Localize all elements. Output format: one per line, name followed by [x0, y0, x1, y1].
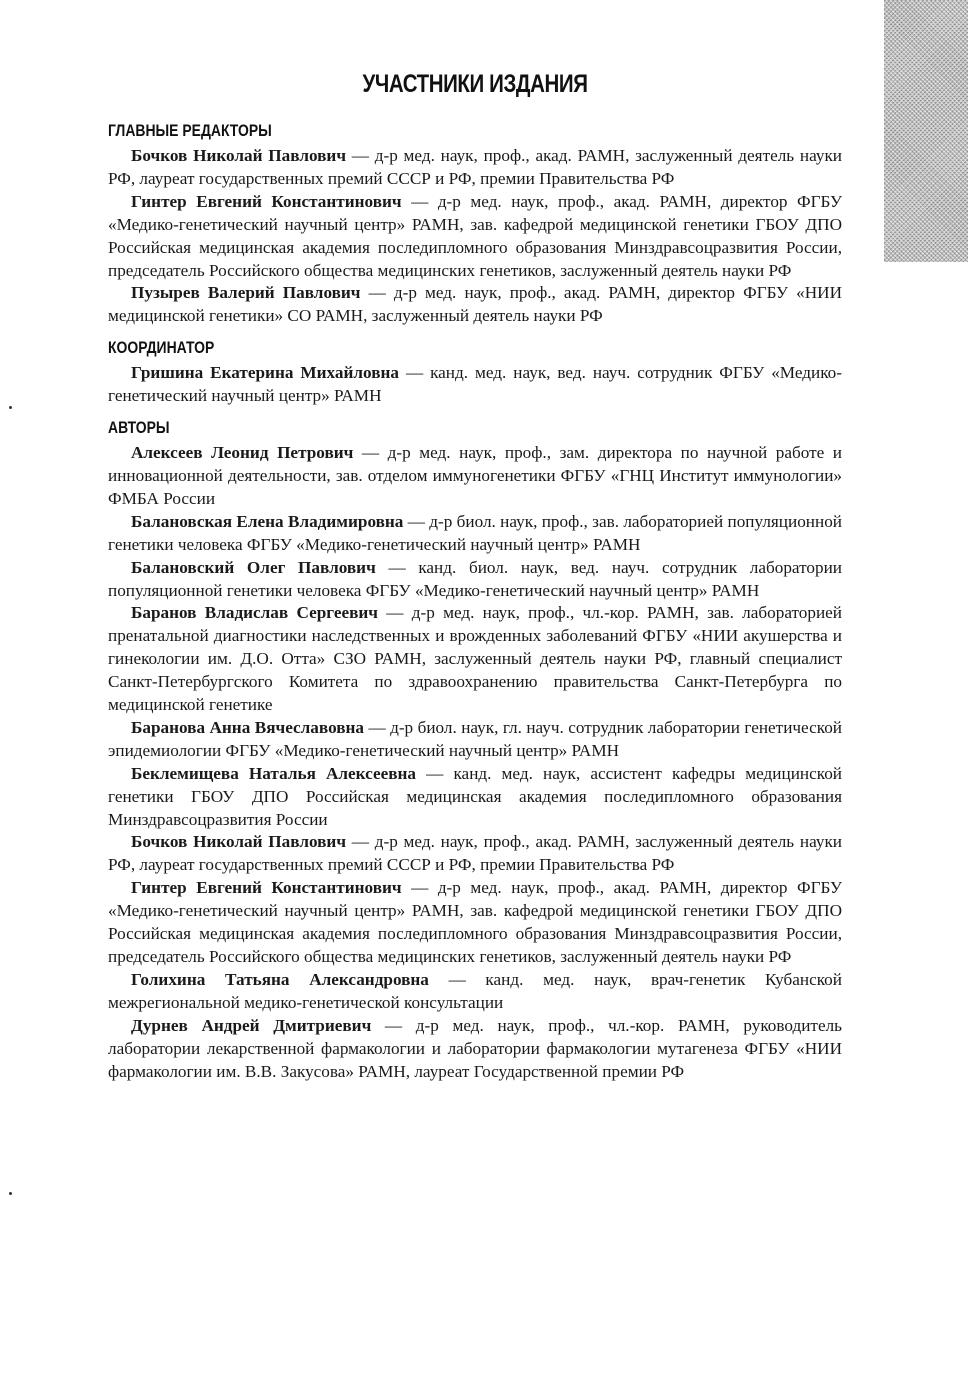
contributor-entry	[108, 191, 842, 283]
contributor-entry	[108, 717, 842, 763]
contributor-name: Баранов Владислав Сергеевич	[131, 603, 378, 623]
contributor-desc: — канд. мед. наук, вед. науч. сотрудник ФГБУ «Медико-генетический научный центр» РАМН	[108, 363, 842, 406]
contributor-desc: — д-р мед. наук, проф., чл.-кор. РАМН, руководитель лаборатории лекарственной фармакологии и лаборатории фармакологии мутагенеза ФГБУ «НИИ фармакологии им. В.В. Закусова» РАМН, лауреат Государственной премии РФ	[108, 1015, 842, 1081]
section-heading: АВТОРЫ	[108, 418, 170, 438]
contributor-name: Гинтер Евгений Константинович	[131, 191, 402, 211]
contributor-desc: — канд. мед. наук, ассистент кафедры медицинской генетики ГБОУ ДПО Российская медицинская академия последипломного образования Минздравсоцразвития России	[108, 763, 842, 829]
contributor-entry	[108, 511, 842, 557]
contributor-desc: — канд. биол. наук, вед. науч. сотрудник лаборатории популяционной генетики человека ФГБУ «Медико-генетический научный центр» РАМН	[108, 557, 842, 600]
contributor-entry	[108, 282, 842, 328]
contributor-desc: — д-р мед. наук, проф., акад. РАМН, заслуженный деятель науки РФ, лауреат государственных премий СССР и РФ, премии Правительства РФ	[108, 832, 842, 875]
contributor-entry	[108, 362, 842, 408]
contributor-name: Алексеев Леонид Петрович	[131, 443, 354, 463]
document-page	[108, 70, 842, 1083]
contributor-entry	[108, 442, 842, 511]
section-heading: ГЛАВНЫЕ РЕДАКТОРЫ	[108, 121, 272, 140]
contributor-entry	[108, 557, 842, 603]
contributor-entry	[108, 831, 842, 877]
contributor-entry	[108, 1015, 842, 1084]
contributor-name: Голихина Татьяна Александровна	[131, 969, 429, 989]
contributor-desc: — канд. мед. наук, врач-генетик Кубанской межрегиональной медико-генетической консультации	[108, 969, 842, 1012]
contributor-name: Бочков Николай Павлович	[131, 832, 347, 852]
margin-mark	[9, 1192, 12, 1195]
contributor-name: Гинтер Евгений Константинович	[131, 878, 402, 898]
contributor-name: Гришина Екатерина Михайловна	[131, 363, 399, 383]
contributor-name: Беклемищева Наталья Алексеевна	[131, 763, 417, 783]
contributor-desc: — д-р биол. наук, проф., зав. лабораторией популяционной генетики человека ФГБУ «Медико-генетический научный центр» РАМН	[108, 511, 842, 554]
scan-texture-block	[884, 0, 968, 262]
section-coordinator	[108, 338, 842, 408]
contributor-entry	[108, 145, 842, 191]
contributor-desc: — д-р мед. наук, проф., акад. РАМН, директор ФГБУ «Медико-генетический научный центр» РАМН, зав. кафедрой медицинской генетики ГБОУ ДПО Российская медицинская академия последипломного образования Минздравсоцразвития России, председатель Российского общества медицинских генетиков, заслуженный деятель науки РФ	[108, 191, 842, 280]
contributor-name: Баранова Анна Вячеславовна	[131, 717, 365, 737]
contributor-entry	[108, 602, 842, 717]
page-title: УЧАСТНИКИ ИЗДАНИЯ	[362, 70, 588, 98]
section-chief-editors	[108, 121, 842, 328]
section-authors	[108, 418, 842, 1083]
contributor-desc: — д-р мед. наук, проф., акад. РАМН, заслуженный деятель науки РФ, лауреат государственных премий СССР и РФ, премии Правительства РФ	[108, 146, 842, 188]
contributor-name: Балановская Елена Владимировна	[131, 511, 404, 531]
contributor-desc: — д-р биол. наук, гл. науч. сотрудник лаборатории генетической эпидемиологии ФГБУ «Медико-генетический научный центр» РАМН	[108, 717, 842, 760]
contributor-desc: — д-р мед. наук, проф., акад. РАМН, директор ФГБУ «НИИ медицинской генетики» СО РАМН, заслуженный деятель науки РФ	[108, 283, 842, 326]
contributor-desc: — д-р мед. наук, проф., акад. РАМН, директор ФГБУ «Медико-генетический научный центр» РАМН, зав. кафедрой медицинской генетики ГБОУ ДПО Российская медицинская академия последипломного образования Минздравсоцразвития России, председатель Российского общества медицинских генетиков, заслуженный деятель науки РФ	[108, 878, 842, 966]
contributor-name: Дурнев Андрей Дмитриевич	[131, 1015, 372, 1035]
contributor-entry	[108, 763, 842, 832]
contributor-name: Пузырев Валерий Павлович	[131, 283, 361, 303]
section-heading: КООРДИНАТОР	[108, 338, 215, 358]
contributor-name: Балановский Олег Павлович	[131, 557, 376, 577]
contributor-entry	[108, 877, 842, 969]
contributor-desc: — д-р мед. наук, проф., чл.-кор. РАМН, зав. лабораторией пренатальной диагностики наследственных и врожденных заболеваний ФГБУ «НИИ акушерства и гинекологии им. Д.О. Отта» СЗО РАМН, заслуженный деятель науки РФ, главный специалист Санкт-Петербургского Комитета по здравоохранению правительства Санкт-Петербурга по медицинской генетике	[108, 603, 842, 715]
contributor-entry	[108, 969, 842, 1015]
contributor-desc: — д-р мед. наук, проф., зам. директора по научной работе и инновационной деятельности, зав. отделом иммуногенетики ФГБУ «ГНЦ Институт иммунологии» ФМБА России	[108, 443, 842, 508]
contributor-name: Бочков Николай Павлович	[131, 146, 347, 165]
margin-mark	[9, 406, 12, 409]
